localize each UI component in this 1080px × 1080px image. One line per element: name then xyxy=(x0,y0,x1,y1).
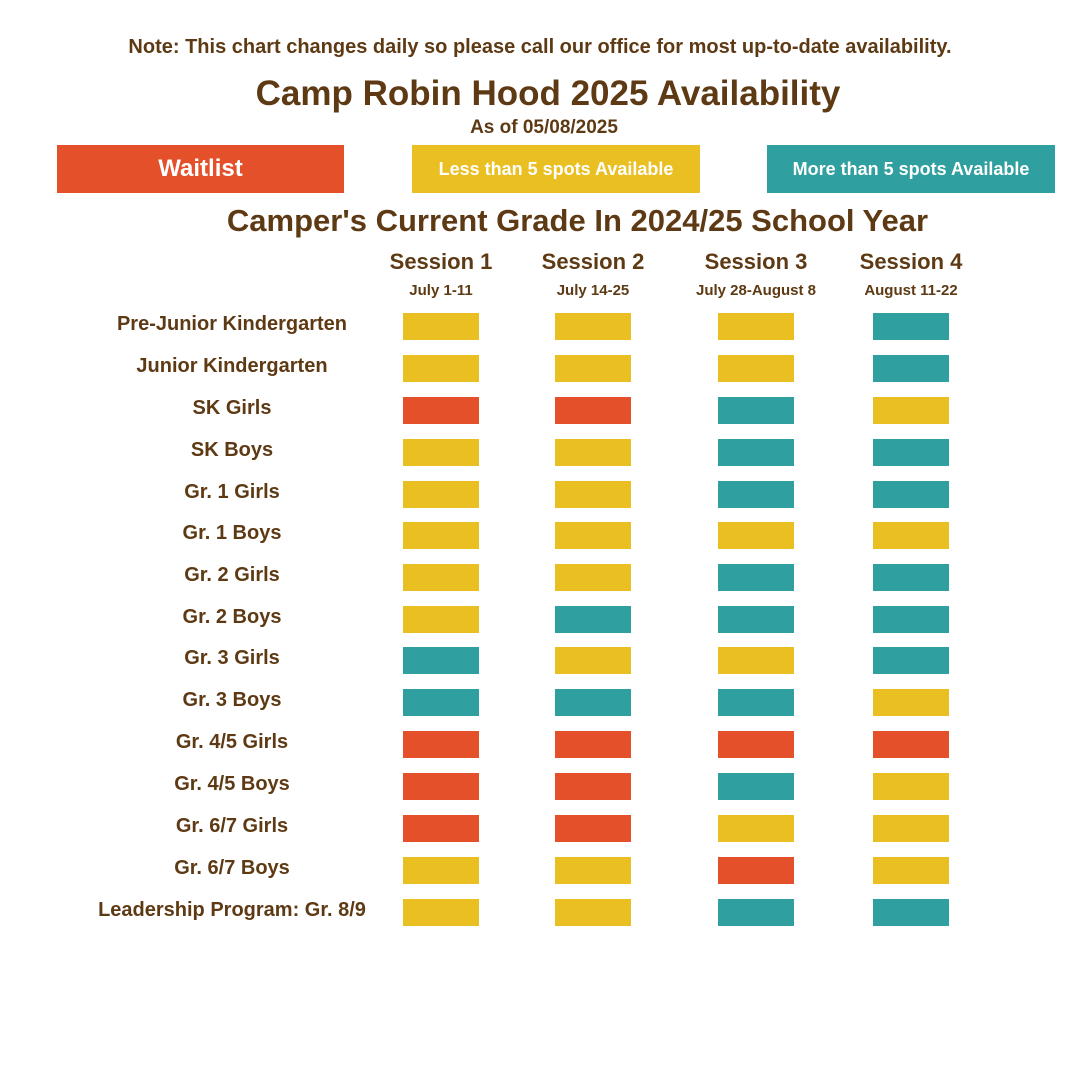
session-2-dates: July 14-25 xyxy=(556,282,630,299)
availability-cell-less xyxy=(873,522,949,549)
row-label: SK Boys xyxy=(190,439,274,461)
legend-more-than-5: More than 5 spots Available xyxy=(767,145,1055,193)
availability-cell-waitlist xyxy=(873,731,949,758)
availability-cell-less xyxy=(873,857,949,884)
availability-cell-more xyxy=(718,606,794,633)
availability-cell-waitlist xyxy=(403,815,479,842)
grade-heading: Camper's Current Grade In 2024/25 School Year xyxy=(226,203,929,238)
availability-cell-less xyxy=(403,564,479,591)
availability-cell-less xyxy=(403,522,479,549)
availability-cell-less xyxy=(873,773,949,800)
availability-cell-less xyxy=(555,564,631,591)
availability-cell-waitlist xyxy=(403,773,479,800)
availability-cell-waitlist xyxy=(555,815,631,842)
availability-cell-more xyxy=(873,564,949,591)
availability-cell-less xyxy=(718,522,794,549)
legend-less-than-5: Less than 5 spots Available xyxy=(412,145,700,193)
as-of-date: As of 05/08/2025 xyxy=(470,117,618,138)
availability-cell-waitlist xyxy=(718,731,794,758)
row-label: SK Girls xyxy=(192,397,272,419)
session-3-dates: July 28-August 8 xyxy=(695,282,817,299)
row-label: Gr. 3 Girls xyxy=(184,647,280,669)
availability-cell-more xyxy=(873,355,949,382)
availability-cell-more xyxy=(718,397,794,424)
availability-cell-more xyxy=(718,689,794,716)
availability-cell-waitlist xyxy=(555,773,631,800)
availability-cell-less xyxy=(403,481,479,508)
availability-cell-more xyxy=(718,481,794,508)
availability-cell-less xyxy=(718,313,794,340)
row-label: Gr. 2 Girls xyxy=(184,564,280,586)
availability-cell-more xyxy=(873,481,949,508)
row-label: Junior Kindergarten xyxy=(136,355,328,377)
session-4-dates: August 11-22 xyxy=(864,282,958,299)
session-2-label: Session 2 xyxy=(541,249,645,274)
availability-cell-more xyxy=(873,899,949,926)
availability-cell-waitlist xyxy=(403,397,479,424)
availability-cell-more xyxy=(873,439,949,466)
availability-cell-more xyxy=(873,606,949,633)
availability-cell-less xyxy=(873,689,949,716)
legend-waitlist: Waitlist xyxy=(57,145,344,193)
availability-note: Note: This chart changes daily so please call our office for most up-to-date availability. xyxy=(128,36,952,58)
row-label: Gr. 4/5 Boys xyxy=(174,773,290,795)
availability-cell-waitlist xyxy=(555,397,631,424)
availability-cell-less xyxy=(873,397,949,424)
row-label: Gr. 1 Girls xyxy=(184,481,280,503)
row-label: Gr. 6/7 Boys xyxy=(174,857,290,879)
availability-cell-more xyxy=(718,773,794,800)
row-label: Gr. 3 Boys xyxy=(182,689,282,711)
availability-cell-waitlist xyxy=(555,731,631,758)
availability-cell-more xyxy=(555,606,631,633)
availability-cell-less xyxy=(718,647,794,674)
availability-cell-less xyxy=(555,313,631,340)
availability-cell-more xyxy=(403,689,479,716)
availability-cell-more xyxy=(555,689,631,716)
availability-cell-less xyxy=(403,313,479,340)
row-label: Gr. 2 Boys xyxy=(182,606,282,628)
availability-cell-more xyxy=(718,899,794,926)
availability-cell-more xyxy=(403,647,479,674)
availability-cell-less xyxy=(555,647,631,674)
row-label: Pre-Junior Kindergarten xyxy=(116,313,348,335)
availability-cell-less xyxy=(403,355,479,382)
availability-cell-less xyxy=(555,439,631,466)
session-1-dates: July 1-11 xyxy=(409,282,473,299)
session-1-label: Session 1 xyxy=(389,249,493,274)
page-title: Camp Robin Hood 2025 Availability xyxy=(255,74,841,113)
availability-cell-less xyxy=(718,815,794,842)
session-4-label: Session 4 xyxy=(859,249,963,274)
availability-cell-less xyxy=(555,355,631,382)
availability-cell-less xyxy=(403,899,479,926)
row-label: Gr. 4/5 Girls xyxy=(175,731,289,753)
availability-cell-less xyxy=(403,439,479,466)
row-label: Leadership Program: Gr. 8/9 xyxy=(98,899,366,921)
availability-cell-more xyxy=(873,647,949,674)
availability-cell-less xyxy=(873,815,949,842)
availability-cell-less xyxy=(555,899,631,926)
row-label: Gr. 6/7 Girls xyxy=(175,815,289,837)
row-label: Gr. 1 Boys xyxy=(182,522,282,544)
availability-cell-more xyxy=(873,313,949,340)
availability-cell-less xyxy=(403,606,479,633)
availability-cell-less xyxy=(555,522,631,549)
session-3-label: Session 3 xyxy=(704,249,808,274)
availability-cell-less xyxy=(555,857,631,884)
availability-cell-less xyxy=(718,355,794,382)
availability-cell-less xyxy=(403,857,479,884)
availability-cell-more xyxy=(718,439,794,466)
availability-cell-more xyxy=(718,564,794,591)
availability-cell-waitlist xyxy=(403,731,479,758)
availability-cell-waitlist xyxy=(718,857,794,884)
availability-cell-less xyxy=(555,481,631,508)
